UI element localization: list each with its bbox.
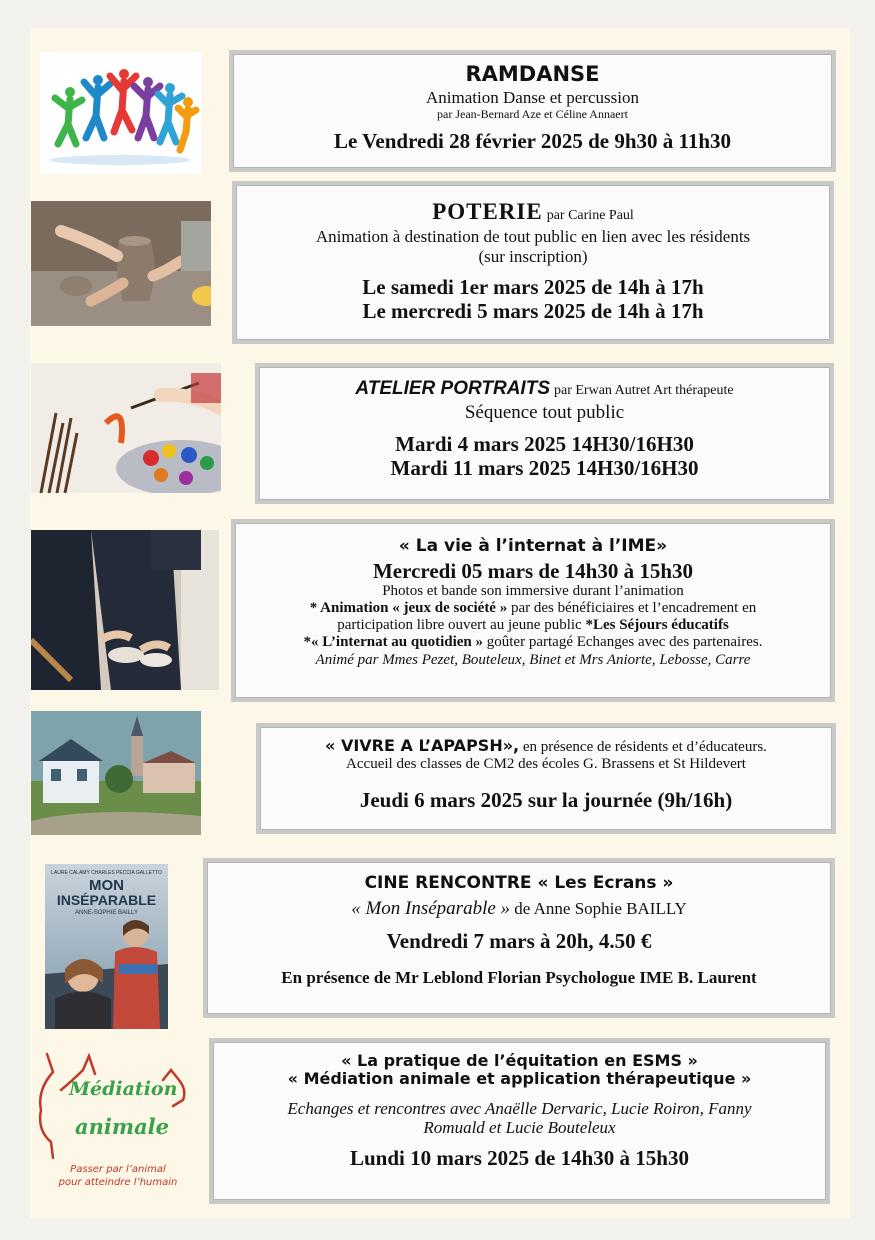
event-title: CINE RENCONTRE « Les Ecrans » <box>364 873 674 893</box>
event-credit: Animé par Mmes Pezet, Bouteleux, Binet et Mrs Aniorte, Lebosse, Carre <box>315 651 751 668</box>
logo-word1: Médiation <box>69 1078 178 1100</box>
event-subtitle: « Médiation animale et application thérapeutique » <box>287 1069 752 1089</box>
event-line: Romuald et Lucie Bouteleux <box>423 1118 616 1138</box>
event-line: Echanges et rencontres avec Anaëlle Dervaric, Lucie Roiron, Fanny <box>287 1098 752 1118</box>
mediation-animale-logo <box>33 1050 203 1200</box>
event-vivre-apapsh <box>256 723 836 834</box>
pottery-image <box>31 201 211 326</box>
internat-image <box>31 530 219 690</box>
event-text: goûter partagé Echanges avec des partenaires. <box>483 634 763 651</box>
event-poterie <box>232 181 834 344</box>
event-presenter: par Carine Paul <box>546 208 634 223</box>
logo-tagline-line1: Passer par l’animal <box>70 1164 166 1175</box>
event-date: Le mercredi 5 mars 2025 de 14h à 17h <box>362 298 704 323</box>
event-internat <box>231 519 835 702</box>
event-text: par des bénéficiaires et l’encadrement en <box>507 599 757 616</box>
event-date: Mardi 11 mars 2025 14H30/16H30 <box>390 455 699 480</box>
event-ramdanse <box>229 50 836 172</box>
event-date: Le samedi 1er mars 2025 de 14h à 17h <box>362 274 704 299</box>
film-title: « Mon Inséparable » <box>351 897 511 919</box>
event-date: Jeudi 6 mars 2025 sur la journée (9h/16h) <box>359 787 733 812</box>
painting-palette-image <box>31 363 221 493</box>
event-line: Photos et bande son immersive durant l’animation <box>382 582 684 599</box>
village-painting-image <box>31 711 201 835</box>
event-note: (sur inscription) <box>478 246 588 266</box>
logo-word2: animale <box>75 1114 170 1139</box>
event-subtitle: Animation Danse et percussion <box>426 88 639 108</box>
event-title: POTERIE <box>432 199 543 224</box>
event-mediation-animale <box>209 1038 830 1204</box>
poster-director: ANNE-SOPHIE BAILLY <box>75 910 138 916</box>
film-poster <box>45 864 168 1029</box>
event-date: Lundi 10 mars 2025 de 14h30 à 15h30 <box>350 1145 689 1170</box>
event-subtitle: en présence de résidents et d’éducateurs. <box>519 739 767 755</box>
event-text: participation libre ouvert au jeune public <box>337 617 586 634</box>
poster-title-line2: INSÉPARABLE <box>56 892 157 908</box>
event-title: « La vie à l’internat à l’IME» <box>398 536 668 556</box>
logo-tagline <box>43 1164 193 1189</box>
event-presenter: par Erwan Autret Art thérapeute <box>554 383 734 398</box>
event-title: « VIVRE A L’APAPSH», <box>325 736 520 755</box>
logo-tagline-line2: pour atteindre l’humain <box>58 1176 178 1188</box>
dancers-image <box>40 52 202 174</box>
event-presenters: par Jean-Bernard Aze et Céline Annaert <box>437 106 628 121</box>
film-director: de Anne Sophie BAILLY <box>510 898 687 918</box>
event-title: ATELIER PORTRAITS <box>355 378 550 399</box>
event-guest: En présence de Mr Leblond Florian Psychologue IME B. Laurent <box>281 967 757 987</box>
event-date: Mardi 4 mars 2025 14H30/16H30 <box>395 431 694 456</box>
event-title: RAMDANSE <box>465 62 600 86</box>
event-atelier-portraits <box>255 363 834 504</box>
event-cine-rencontre <box>203 858 835 1018</box>
poster-title <box>45 878 168 907</box>
event-highlight: *« L’internat au quotidien » <box>303 634 484 651</box>
event-date: Le Vendredi 28 février 2025 de 9h30 à 11h30 <box>333 129 732 154</box>
event-date: Vendredi 7 mars à 20h, 4.50 € <box>386 929 652 954</box>
event-line: Accueil des classes de CM2 des écoles G. Brassens et St Hildevert <box>346 756 746 773</box>
event-highlight: *Les Séjours éducatifs <box>585 617 729 634</box>
event-subtitle: Séquence tout public <box>464 401 625 423</box>
event-date: Mercredi 05 mars de 14h30 à 15h30 <box>372 558 694 583</box>
poster-actors: LAURE CALAMY CHARLES PECCIA GALLETTO <box>51 870 162 876</box>
poster-title-line1: MON <box>89 877 124 894</box>
event-highlight: * Animation « jeux de société » <box>309 599 508 616</box>
event-title: « La pratique de l’équitation en ESMS » <box>341 1051 698 1070</box>
event-subtitle: Animation à destination de tout public en lien avec les résidents <box>315 227 751 247</box>
